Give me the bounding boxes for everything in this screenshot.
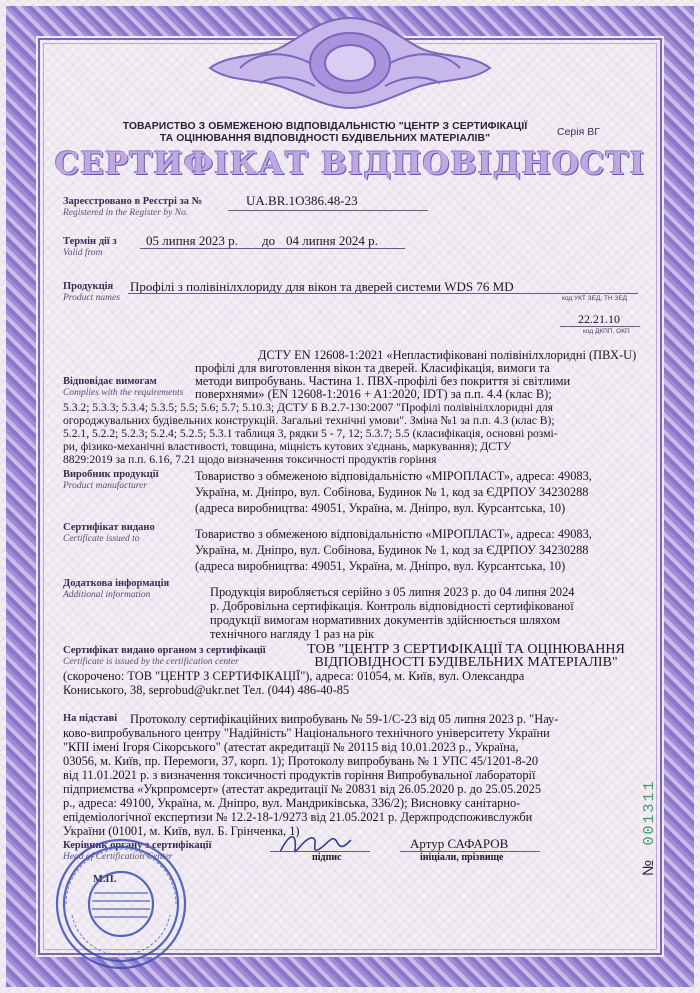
issuer-name: ТОВАРИСТВО З ОБМЕЖЕНОЮ ВІДПОВІДАЛЬНІСТЮ "ЦЕНТР З СЕРТИФІКАЦІЇ ТА ОЦІНЮВАННЯ ВІДПОВІДНОСТІ БУДІВЕЛЬНИХ МАТЕРІАЛІВ" — [122, 121, 528, 144]
body-name-2: ВІДПОВІДНОСТІ БУДІВЕЛЬНИХ МАТЕРІАЛІВ" — [314, 655, 618, 670]
signature-caption: підпис — [312, 852, 342, 863]
code1-caption: код УКТ ЗЕД, ТН ЗЕД — [562, 295, 628, 302]
basis-line-6: р., адреса: 49100, Україна, м. Дніпро, вул. Мандриківська, 336/2); Висновку санітарно- — [63, 796, 521, 810]
req-line-0: ДСТУ EN 12608-1:2021 «Непластифіковані полівінілхлоридні (ПВХ-U) — [258, 348, 637, 362]
number-prefix: № — [640, 859, 657, 876]
req-line-1: профілі для виготовлення вікон та дверей. Класифікація, вимоги та — [195, 361, 550, 375]
term-label: Термін дії з — [63, 236, 117, 247]
basis-label: На підставі — [63, 713, 118, 724]
basis-line-2: "КПІ імені Ігоря Сікорського" (атестат акредитації № 20115 від 10.01.2023 р., Україна, — [63, 740, 519, 754]
issued-to-line-1: Україна, м. Дніпро, вул. Собінова, Будинок № 1, код за ЄДРПОУ 34230288 — [195, 543, 589, 557]
basis-line-3: 03056, м. Київ, пр. Перемоги, 37, корп. 1); Протоколу випробувань № 1 УПС 45/1201-8-20 — [63, 754, 539, 768]
certificate-number — [626, 760, 666, 880]
registered-label-en: Registered in the Register by No. — [63, 208, 189, 218]
issued-to-label-en: Certificate issued to — [63, 534, 140, 544]
issued-to-line-2: (адреса виробництва: 49051, Україна, м. Дніпро, вул. Курсантська, 10) — [195, 559, 566, 573]
series-label: Серія ВГ — [557, 126, 600, 138]
basis-line-5: підприємства «Укрпромсерт» (атестат акредитації № 20831 від 26.05.2020 р. до 25.05.2025 — [63, 782, 542, 796]
req-line-7: ри, фізико-механічні властивості, товщина, міцність кутових з'єднань, маркування); ДСТУ — [63, 440, 512, 453]
term-to: 04 липня 2024 р. — [286, 233, 378, 248]
code2-value: 22.21.10 — [578, 312, 620, 326]
requirements-label-en: Complies with the requirements — [63, 388, 184, 398]
additional-label: Додаткова інформація — [63, 578, 170, 589]
registered-line — [228, 210, 428, 211]
registered-label: Зареєстровано в Реєстрі за № — [63, 196, 203, 207]
product-label-en: Product names — [63, 293, 120, 303]
seal-stamp — [52, 835, 190, 973]
issued-to-line-0: Товариство з обмеженою відповідальністю «МІРОПЛАСТ», адреса: 49083, — [195, 527, 592, 541]
manufacturer-line-2: (адреса виробництва: 49051, Україна, м. Дніпро, вул. Курсантська, 10) — [195, 501, 566, 515]
code2-line — [560, 326, 640, 327]
manufacturer-label: Виробник продукції — [63, 469, 159, 480]
additional-line-3: технічного нагляду 1 раз на рік — [210, 627, 375, 641]
body-line-3: (скорочено: ТОВ "ЦЕНТР З СЕРТИФІКАЦІЇ"), адреса: 01054, м. Київ, вул. Олександра — [63, 669, 525, 683]
basis-line-1: ково-випробувального центру "Надійність" Національного технічного університету України — [63, 726, 550, 740]
ornament-crest — [200, 8, 500, 113]
body-label-en: Certificate is issued by the certification center — [63, 657, 239, 667]
req-line-8: 8829:2019 за п.п. 6.16, 7.21 щодо визначення токсичності продуктів горіння — [63, 453, 437, 466]
name-caption: ініціали, прізвище — [420, 852, 504, 863]
product-label: Продукція — [63, 281, 114, 292]
req-line-6: 5.2.1, 5.2.2; 5.2.3; 5.2.4; 5.2.5; 5.3.1 таблиця 3, рядки 5 - 7, 12; 5.3.7; 5.5 (класифікація, основні розмі- — [63, 427, 558, 440]
term-from: 05 липня 2023 р. — [146, 233, 238, 248]
mp-label: М.П. — [93, 874, 117, 885]
head-label: Керівник органу з сертифікації — [63, 840, 212, 851]
requirements-label: Відповідає вимогам — [63, 376, 157, 387]
term-to-word: до — [262, 233, 276, 248]
head-label-en: Head of Certification Center — [63, 852, 173, 862]
body-name-1: ТОВ "ЦЕНТР З СЕРТИФІКАЦІЇ ТА ОЦІНЮВАННЯ — [307, 642, 625, 657]
additional-line-1: р. Добровільна сертифікація. Контроль відповідності сертифікованої — [210, 599, 574, 613]
number-value: 001311 — [641, 779, 658, 846]
certificate-title: СЕРТИФІКАТ ВІДПОВІДНОСТІ — [54, 146, 646, 182]
manufacturer-label-en: Product manufacturer — [63, 481, 147, 491]
additional-line-0: Продукція виробляється серійно з 05 липня 2023 р. до 04 липня 2024 — [210, 585, 575, 599]
additional-label-en: Additional information — [63, 590, 151, 600]
term-label-en: Valid from — [63, 248, 103, 258]
code2-caption: код ДКПП, ОКП — [583, 328, 630, 335]
head-name: Артур САФАРОВ — [410, 836, 509, 851]
product-name: Профілі з полівінілхлориду для вікон та дверей системи WDS 76 MD — [130, 279, 514, 294]
basis-line-7: епідеміологічної експертизи № 12.2-18-1/9273 від 21.05.2021 р. Держпродспоживслужби — [63, 810, 533, 824]
additional-line-2: продукції вимогам нормативних документів здійснюється шляхом — [210, 613, 561, 627]
req-line-4: 5.3.2; 5.3.3; 5.3.4; 5.3.5; 5.5; 5.6; 5.7; 5.10.3; ДСТУ Б В.2.7-130:2007 "Профілі полівінілхлоридні для — [63, 401, 553, 414]
manufacturer-line-0: Товариство з обмеженою відповідальністю «МІРОПЛАСТ», адреса: 49083, — [195, 469, 592, 483]
req-line-3: поверхнями» (EN 12608-1:2016 + A1:2020, IDT) за п.п. 4.4 (клас В); — [195, 387, 552, 401]
body-line-4: Кониського, 38, seprobud@ukr.net Тел. (044) 486-40-85 — [63, 683, 350, 697]
req-line-5: огороджувальних будівельних конструкцій. Загальні технічні умови". Зміна №1 за п.п. 4.3 (клас В); — [63, 414, 555, 427]
basis-line-8: України (01001, м. Київ, вул. Б. Грінченка, 1) — [63, 824, 300, 838]
registered-number: UA.BR.1O386.48-23 — [246, 193, 358, 208]
issued-to-label: Сертифікат видано — [63, 522, 155, 533]
req-line-2: методи випробувань. Частина 1. ПВХ-профілі без покриття зі світлими — [195, 374, 571, 388]
basis-line-4: від 11.01.2021 р. з визначення токсичності продуктів горіння Випробувальної лабораторії — [63, 768, 536, 782]
body-label: Сертифікат видано органом з сертифікації — [63, 645, 266, 656]
basis-line-0: Протоколу сертифікаційних випробувань № 59-1/С-23 від 05 липня 2023 р. "Нау- — [130, 712, 559, 726]
manufacturer-line-1: Україна, м. Дніпро, вул. Собінова, Будинок № 1, код за ЄДРПОУ 34230288 — [195, 485, 589, 499]
product-line — [128, 293, 638, 294]
term-line — [140, 248, 405, 249]
